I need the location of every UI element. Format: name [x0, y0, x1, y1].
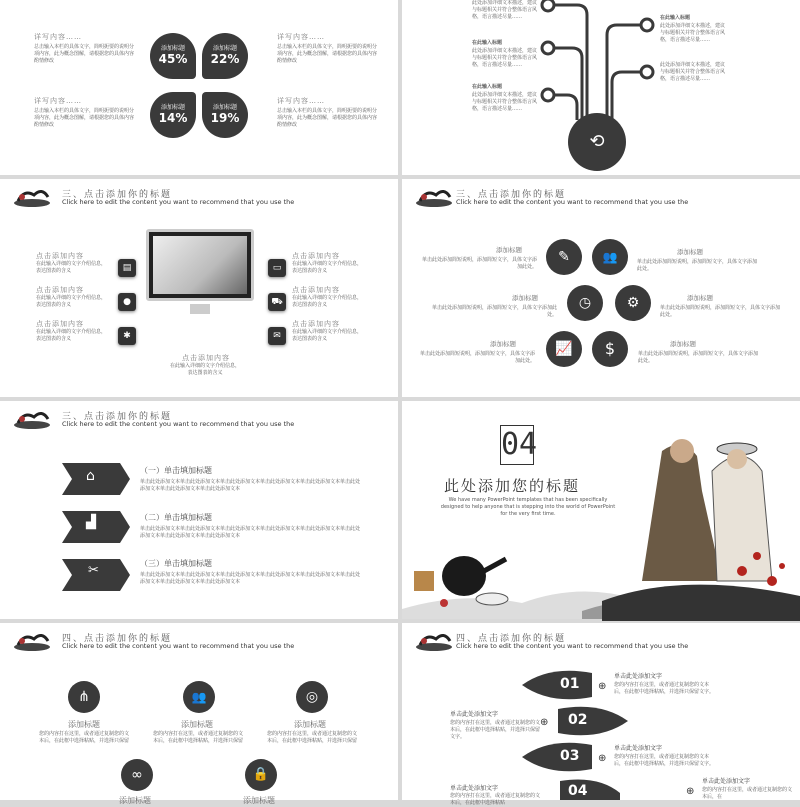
item-title: （三）单击填加标题	[140, 559, 212, 568]
item-text: 在此输入详细的文字介绍信息，表达图表的含义	[292, 329, 363, 342]
item-text: 您的内容打在这里，或者通过复制您的文本后，在此框中选择粘贴，并选择只保留	[38, 731, 129, 744]
item-text: 单击此处添加简短说明，添加简短文字，具体文字添加此处。	[637, 259, 758, 272]
item-title: 添加标题	[490, 340, 516, 348]
item-text: 您的内容打在这里，或者通过复制您的文本后，在此框中选择粘贴，并选择只保留文字。	[450, 720, 541, 740]
item-text: 单击此处添加简短说明，添加简短文字，具体文字添加此处。	[660, 305, 781, 318]
item-text: 您的内容打在这里，或者通过复制您的文本后，在此框中选择粘贴	[450, 793, 541, 806]
teapot-illustration	[414, 541, 524, 611]
users-icon: 👥	[183, 681, 215, 713]
bar-chart-icon: ▟	[86, 515, 96, 530]
percent-bubble: 添加标题 14%	[150, 92, 196, 138]
scholars-painting	[602, 431, 800, 621]
plus-icon: ⊕	[598, 753, 607, 764]
text-block: 此处添加详细文本描述，建议与标题相关并符合整体语言风格，语言描述尽量……	[472, 92, 538, 112]
item-text: 单击此处添加简短说明，添加简短文字，具体文字添加此处。	[422, 257, 538, 270]
text-block: 此处添加详细文本描述，建议与标题相关并符合整体语言风格，语言描述尽量……	[472, 48, 538, 68]
item-text: 您的内容打在这里，或者通过复制您的文本后，在此框中选择粘贴，并选择只保留	[266, 731, 357, 744]
lock-icon: 🔒	[245, 759, 277, 791]
text-block: 总击输入本栏的具体文字，简明扼要的说明分项内容，此为概念图解，请根据您的具体内容酌情修改	[277, 44, 378, 64]
item-title: （二）单击填加标题	[140, 513, 212, 522]
slide-tree-diagram[interactable]	[402, 0, 800, 175]
item-title: （一）单击填加标题	[140, 466, 212, 475]
text-block: 总击输入本栏的具体文字，简明扼要的说明分项内容，此为概念图解，请根据您的具体内容酌情修改	[277, 108, 378, 128]
item-text: 在此输入详细的文字介绍信息，表达图表的含义	[36, 329, 107, 342]
item-title: 单击此处添加文字	[450, 785, 499, 792]
section-title: 三、点击添加你的标题	[62, 412, 173, 422]
slide-numbered-petals[interactable]	[402, 623, 800, 806]
text-label: 详写内容……	[277, 33, 325, 41]
item-text: 在此输入详细的文字介绍信息，表达图表的含义	[36, 295, 107, 308]
ink-painting-logo	[10, 629, 54, 653]
item-title: 添加标题	[68, 720, 100, 729]
text-label: 详写内容……	[34, 33, 82, 41]
edit-icon: ✎	[546, 239, 582, 275]
item-title: 添加标题	[496, 246, 522, 254]
item-title: 点击添加内容	[292, 286, 340, 294]
percent-bubble: 添加标题 19%	[202, 92, 248, 138]
refresh-icon: ⟲	[568, 113, 626, 171]
section-subtitle: Click here to edit the content you want to recommend that you use the	[62, 420, 295, 428]
slide-percent-bubbles[interactable]	[0, 0, 398, 175]
petal-number: 01	[560, 676, 580, 692]
monitor-screen	[146, 229, 254, 301]
share-icon: ⋔	[68, 681, 100, 713]
ink-painting-logo	[412, 185, 456, 209]
item-text: 单击此处添加简短说明，添加简短文字，具体文字添加此处。	[419, 351, 535, 364]
section-subtitle: Click here to edit the content you want to recommend that you use the	[456, 642, 689, 650]
petal-number: 02	[568, 712, 588, 728]
section-number: 04	[500, 425, 534, 465]
item-text: 您的内容打在这里，或者通过复制您的文本后，在	[702, 787, 793, 800]
section-subtitle: Click here to edit the content you want to recommend that you use the	[62, 198, 295, 206]
clock-icon: ◷	[567, 285, 603, 321]
item-title: 添加标题	[294, 720, 326, 729]
section-description: We have many PowerPoint templates that has been specifically designed to help anyone that is stepping into the world of PowerPoint for the very first time.	[440, 497, 616, 517]
ink-painting-logo	[10, 407, 54, 431]
plus-icon: ⊕	[540, 717, 549, 728]
disc-icon: ◎	[296, 681, 328, 713]
item-text: 您的内容打在这里，或者通过复制您的文本后，在此框中选择粘贴，并选择只保留文字。	[614, 682, 715, 695]
item-title: 点击添加内容	[292, 320, 340, 328]
item-title: 添加标题	[119, 796, 151, 805]
item-title: 添加标题	[670, 340, 696, 348]
chart-icon: ▤	[118, 259, 136, 277]
dollar-icon: $	[592, 331, 628, 367]
item-title: 单击此处添加文字	[614, 745, 663, 752]
text-block: 总击输入本栏的具体文字，简明扼要的说明分项内容，此为概念图解，请根据您的具体内容酌情修改	[34, 44, 135, 64]
item-label: 在此输入标题	[660, 15, 691, 21]
text-block: 此处添加详细文本描述，建议与标题相关并符合整体语言风格，语言描述尽量……	[472, 0, 538, 20]
users-icon: 👥	[592, 239, 628, 275]
ink-painting-logo	[10, 185, 54, 209]
gear-icon: ✱	[118, 327, 136, 345]
text-block: 此处添加详细文本描述，建议与标题相关并符合整体语言风格，语言描述尽量……	[660, 62, 726, 82]
item-title: 单击此处添加文字	[702, 778, 751, 785]
tools-icon: ✂	[88, 563, 99, 578]
chart-icon: 📈	[546, 331, 582, 367]
item-title: 点击添加内容	[36, 320, 84, 328]
mail-icon: ✉	[268, 327, 286, 345]
home-icon: ⌂	[86, 468, 95, 484]
monitor-stand	[190, 304, 210, 314]
slide-monitor-features[interactable]	[0, 179, 398, 397]
item-title: 添加标题	[243, 796, 275, 805]
item-text: 单击此处添加文本单击此处添加文本单击此处添加文本单击此处添加文本单击此处添加文本单击此处添加文本单击此处添加文本单击此处添加文本	[140, 479, 361, 492]
cart-icon: ⛟	[268, 293, 286, 311]
text-block: 总击输入本栏的具体文字，简明扼要的说明分项内容，此为概念图解，请根据您的具体内容酌情修改	[34, 108, 135, 128]
section-title: 四、点击添加你的标题	[62, 634, 173, 644]
bottom-title: 点击添加内容	[182, 354, 230, 362]
item-text: 您的内容打在这里，或者通过复制您的文本后，在此框中选择粘贴，并选择只保留	[152, 731, 243, 744]
section-title: 三、点击添加你的标题	[456, 190, 567, 200]
slide-section-cover[interactable]	[402, 401, 800, 619]
item-text: 您的内容打在这里，或者通过复制您的文本后，在此框中选择粘贴，并选择只保留文字。	[614, 754, 715, 767]
item-text: 在此输入详细的文字介绍信息，表达图表的含义	[292, 295, 363, 308]
item-text: 单击此处添加简短说明，添加简短文字，具体文字添加此处。	[432, 305, 558, 318]
item-text: 在此输入详细的文字介绍信息，表达图表的含义	[36, 261, 107, 274]
item-title: 添加标题	[512, 294, 538, 302]
chat-icon: ▭	[268, 259, 286, 277]
apple-icon: ●	[118, 293, 136, 311]
ink-painting-logo	[412, 629, 456, 653]
item-label: 在此输入标题	[472, 84, 503, 90]
item-text: 单击此处添加简短说明，添加简短文字，具体文字添加此处。	[638, 351, 759, 364]
text-label: 详写内容……	[277, 97, 325, 105]
petal-number: 04	[568, 783, 588, 799]
percent-bubble: 添加标题 45%	[150, 33, 196, 79]
item-title: 添加标题	[677, 248, 703, 256]
petal-number: 03	[560, 748, 580, 764]
plus-icon: ⊕	[598, 681, 607, 692]
link-icon: ∞	[121, 759, 153, 791]
slide-arrow-list[interactable]	[0, 401, 398, 619]
text-label: 详写内容……	[34, 97, 82, 105]
plus-icon: ⊕	[686, 786, 695, 797]
text-block: 此处添加详细文本描述，建议与标题相关并符合整体语言风格，语言描述尽量……	[660, 23, 726, 43]
percent-bubble: 添加标题 22%	[202, 33, 248, 79]
section-subtitle: Click here to edit the content you want to recommend that you use the	[456, 198, 689, 206]
item-label: 在此输入标题	[472, 40, 503, 46]
item-title: 单击此处添加文字	[614, 673, 663, 680]
item-text: 单击此处添加文本单击此处添加文本单击此处添加文本单击此处添加文本单击此处添加文本单击此处添加文本单击此处添加文本单击此处添加文本	[140, 572, 361, 585]
section-subtitle: Click here to edit the content you want to recommend that you use the	[62, 642, 295, 650]
section-title: 此处添加您的标题	[444, 477, 581, 495]
section-title: 三、点击添加你的标题	[62, 190, 173, 200]
slide-icon-grid[interactable]	[402, 179, 800, 397]
item-title: 点击添加内容	[36, 252, 84, 260]
item-title: 点击添加内容	[36, 286, 84, 294]
bottom-text: 在此输入详细的文字介绍信息，表达图表的含义	[170, 363, 241, 376]
section-title: 四、点击添加你的标题	[456, 634, 567, 644]
item-title: 添加标题	[687, 294, 713, 302]
slide-circle-icons[interactable]	[0, 623, 398, 805]
item-text: 在此输入详细的文字介绍信息，表达图表的含义	[292, 261, 363, 274]
item-title: 添加标题	[181, 720, 213, 729]
item-title: 单击此处添加文字	[450, 711, 499, 718]
settings-icon: ⚙	[615, 285, 651, 321]
item-title: 点击添加内容	[292, 252, 340, 260]
item-text: 单击此处添加文本单击此处添加文本单击此处添加文本单击此处添加文本单击此处添加文本单击此处添加文本单击此处添加文本单击此处添加文本	[140, 526, 361, 539]
